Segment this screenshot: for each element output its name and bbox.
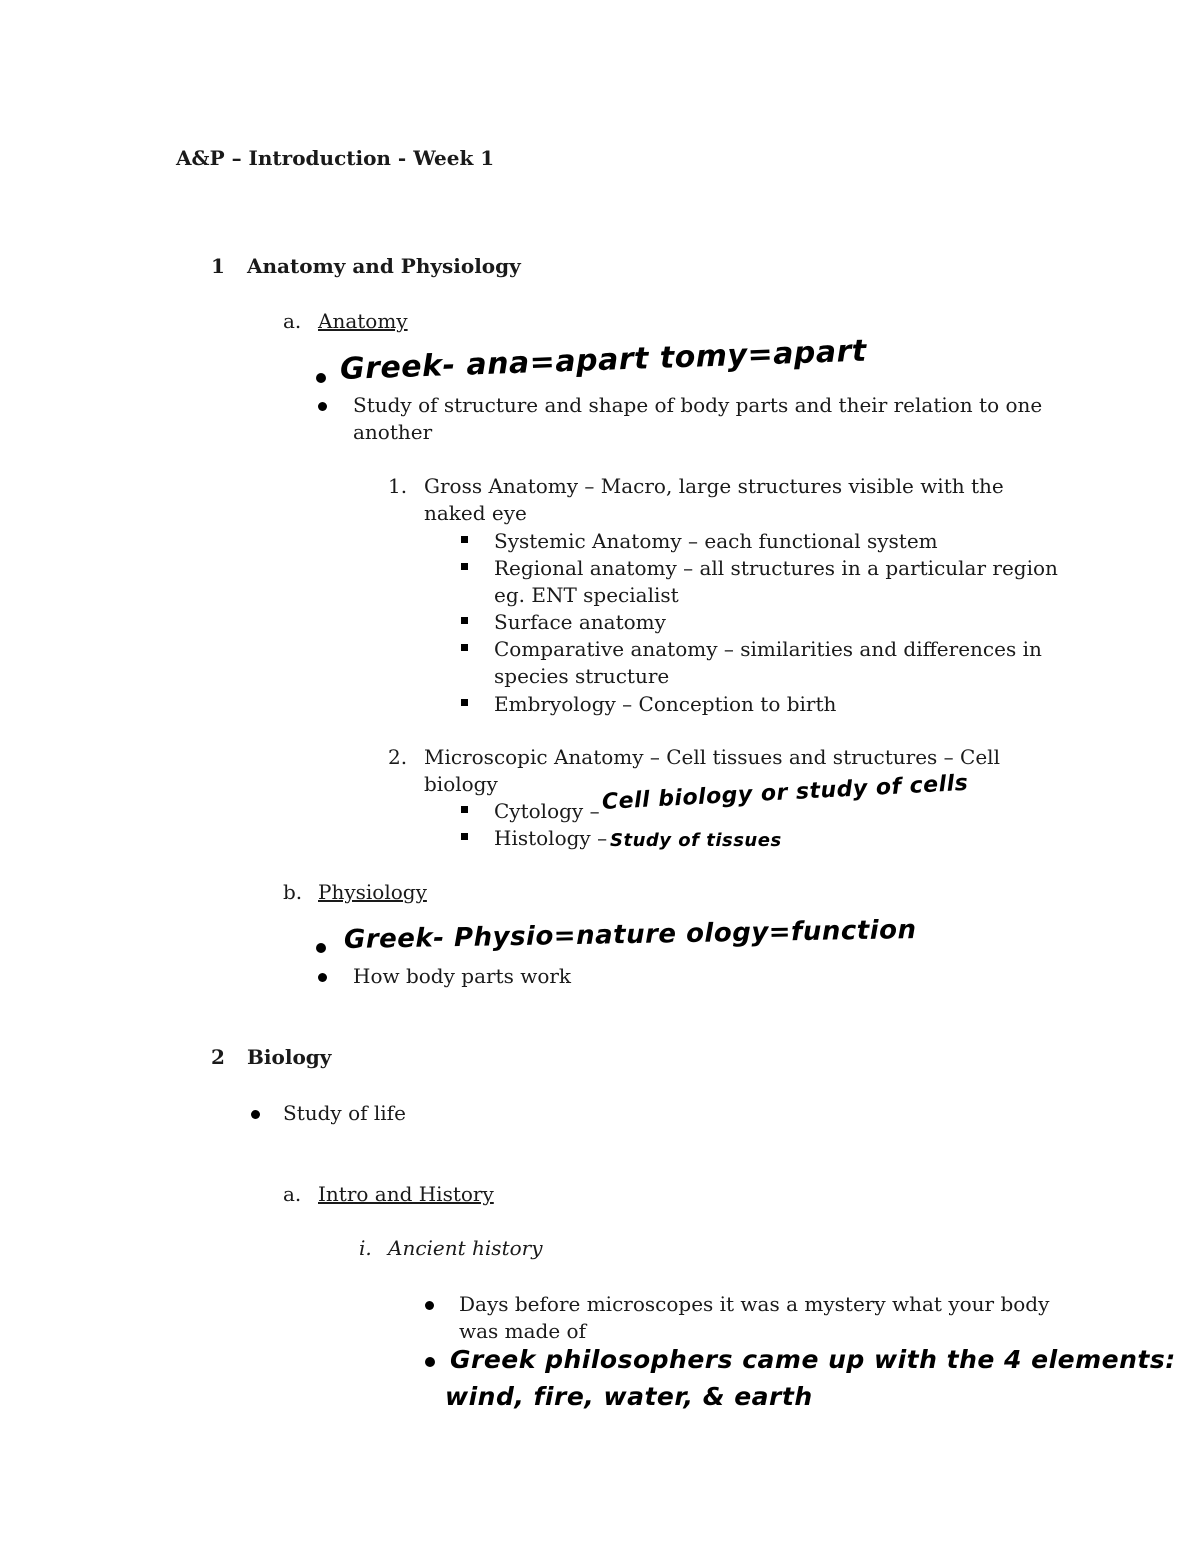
physiology-label: b. <box>283 880 303 904</box>
histology-item: Histology – <box>494 826 608 850</box>
gross-anatomy-number: 1. <box>388 474 408 498</box>
anatomy-definition-line2: another <box>353 420 433 444</box>
embryology-item: Embryology – Conception to birth <box>494 692 837 716</box>
section-2-heading: Biology <box>247 1045 332 1069</box>
microscope-note-line2: was made of <box>459 1319 586 1343</box>
section-1-number: 1 <box>211 254 225 278</box>
square-bullet-icon <box>461 617 468 624</box>
section-1-heading: Anatomy and Physiology <box>247 254 521 278</box>
ancient-history-label: i. <box>359 1236 372 1260</box>
section-2-number: 2 <box>211 1045 225 1069</box>
bullet-icon <box>425 1301 434 1310</box>
regional-anatomy-item: Regional anatomy – all structures in a particular region <box>494 556 1058 580</box>
page-title: A&P – Introduction - Week 1 <box>176 146 495 170</box>
gross-anatomy-line1: Gross Anatomy – Macro, large structures visible with the <box>424 474 1004 498</box>
bullet-icon <box>318 402 327 411</box>
square-bullet-icon <box>461 699 468 706</box>
handwritten-histology-note: Study of tissues <box>610 830 782 851</box>
handwritten-bullet-icon <box>425 1357 435 1367</box>
handwritten-bullet-icon <box>316 373 326 383</box>
handwritten-bullet-icon <box>316 943 326 953</box>
comparative-anatomy-item-cont: species structure <box>494 664 670 688</box>
ancient-history-heading: Ancient history <box>388 1236 543 1260</box>
square-bullet-icon <box>461 833 468 840</box>
physiology-definition: How body parts work <box>353 964 572 988</box>
gross-anatomy-line2: naked eye <box>424 501 527 525</box>
intro-history-heading: Intro and History <box>318 1182 494 1206</box>
handwritten-physiology-note: Greek- Physio=nature ology=function <box>343 915 917 955</box>
comparative-anatomy-item: Comparative anatomy – similarities and differences in <box>494 637 1042 661</box>
handwritten-anatomy-note: Greek- ana=apart tomy=apart <box>339 333 868 387</box>
bullet-icon <box>318 973 327 982</box>
handwritten-elements-note-line1: Greek philosophers came up with the 4 elements: <box>450 1345 1176 1374</box>
regional-anatomy-item-cont: eg. ENT specialist <box>494 583 679 607</box>
anatomy-definition-line1: Study of structure and shape of body parts and their relation to one <box>353 393 1043 417</box>
square-bullet-icon <box>461 536 468 543</box>
microscopic-anatomy-number: 2. <box>388 745 408 769</box>
biology-definition: Study of life <box>283 1101 406 1125</box>
surface-anatomy-item: Surface anatomy <box>494 610 666 634</box>
square-bullet-icon <box>461 563 468 570</box>
anatomy-heading: Anatomy <box>318 309 408 333</box>
handwritten-cytology-note: Cell biology or study of cells <box>601 770 969 815</box>
bullet-icon <box>251 1110 260 1119</box>
anatomy-label: a. <box>283 309 302 333</box>
systemic-anatomy-item: Systemic Anatomy – each functional system <box>494 529 938 553</box>
square-bullet-icon <box>461 644 468 651</box>
microscopic-anatomy-line2: biology <box>424 772 498 796</box>
microscopic-anatomy-line1: Microscopic Anatomy – Cell tissues and structures – Cell <box>424 745 1000 769</box>
intro-history-label: a. <box>283 1182 302 1206</box>
square-bullet-icon <box>461 806 468 813</box>
physiology-heading: Physiology <box>318 880 427 904</box>
cytology-item: Cytology – <box>494 799 600 823</box>
microscope-note-line1: Days before microscopes it was a mystery what your body <box>459 1292 1050 1316</box>
handwritten-elements-note-line2: wind, fire, water, & earth <box>445 1382 813 1411</box>
